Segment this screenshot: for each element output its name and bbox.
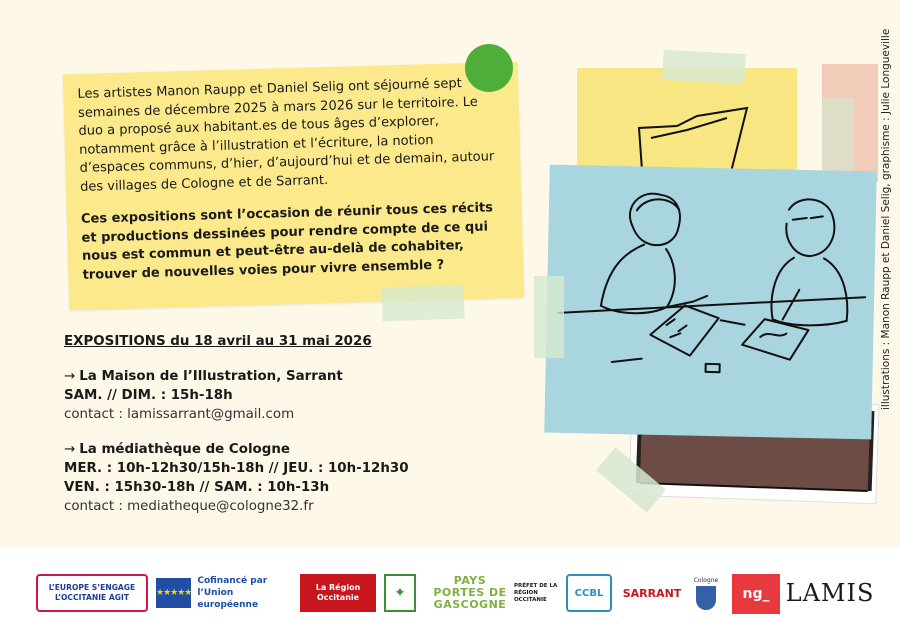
venue-hours: VEN. : 15h30-18h // SAM. : 10h-13h [64,480,330,495]
expositions-heading: EXPOSITIONS du 18 avril au 31 mai 2026 [64,334,372,349]
ng-logo: ng_ [732,574,780,614]
lamis-logo: LAMIS [785,579,875,607]
venue-hours: MER. : 10h-12h30/15h-18h // JEU. : 10h-12h30 [64,461,409,476]
arrow-icon: → [64,369,76,384]
region-occitanie-logo: La Région Occitanie [300,574,376,612]
intro-paragraph: Les artistes Manon Raupp et Daniel Selig ont séjourné sept semaines de décembre 2025 à mars 2026 sur le territoire. Le duo a proposé aux habitant.es de tous âges d’explorer, notamment grâce à l’illustration et l’écriture, la notion d’espaces communs, d’hier, d’aujourd’hui et de demain, autour des villages de Cologne et de Sarrant. [77,76,495,195]
crest-icon [696,586,716,610]
ccbl-logo: CCBL [566,574,612,612]
expositions-section [64,332,524,516]
pays-portes-gascogne-logo: PAYS PORTES DE GASCOGNE [433,574,507,611]
sarrant-logo: SARRANT [622,586,682,600]
venue-contact[interactable]: contact : mediatheque@cologne32.fr [64,499,314,514]
cologne-label: Cologne [693,576,719,584]
venue-name: → La médiathèque de Cologne [64,442,290,457]
tape [822,98,854,182]
arrow-icon: → [64,442,76,457]
intro-question: Ces expositions sont l’occasion de réunir tous ces récits et productions dessinées pour rendre compte de ce qui nous est commun et peut-être au-delà de cohabiter, trouver de nouvelles voies pour vivre ensemble ? [80,200,494,283]
building-photo [628,396,879,505]
venue-contact[interactable]: contact : lamissarrant@gmail.com [64,407,295,422]
prefet-logo: PRÉFET DE LA RÉGION OCCITANIE [514,582,558,603]
yellow-paper [577,68,797,204]
leader-logo: ✦ [384,574,416,612]
tape [662,50,745,84]
tape [596,447,666,512]
blue-drawing-paper [544,165,877,440]
eu-logo [156,574,296,612]
tape [534,276,564,358]
intro-text [77,74,502,285]
venue-hours: SAM. // DIM. : 15h-18h [64,388,233,403]
pink-paper [822,64,878,182]
europe-occitanie-logo: L’EUROPE S’ENGAGE L’OCCITANIE AGIT [36,574,148,612]
eu-flag-icon: ★★★★★ [156,578,191,608]
credit-text: illustrations : Manon Raupp et Daniel Selig, graphisme : Julie Longueville [880,28,892,410]
venue-name: → La Maison de l’Illustration, Sarrant [64,369,343,384]
tape [381,285,464,322]
cologne-logo [690,574,722,612]
eu-text: Cofinancé par l’Union européenne [197,576,268,610]
